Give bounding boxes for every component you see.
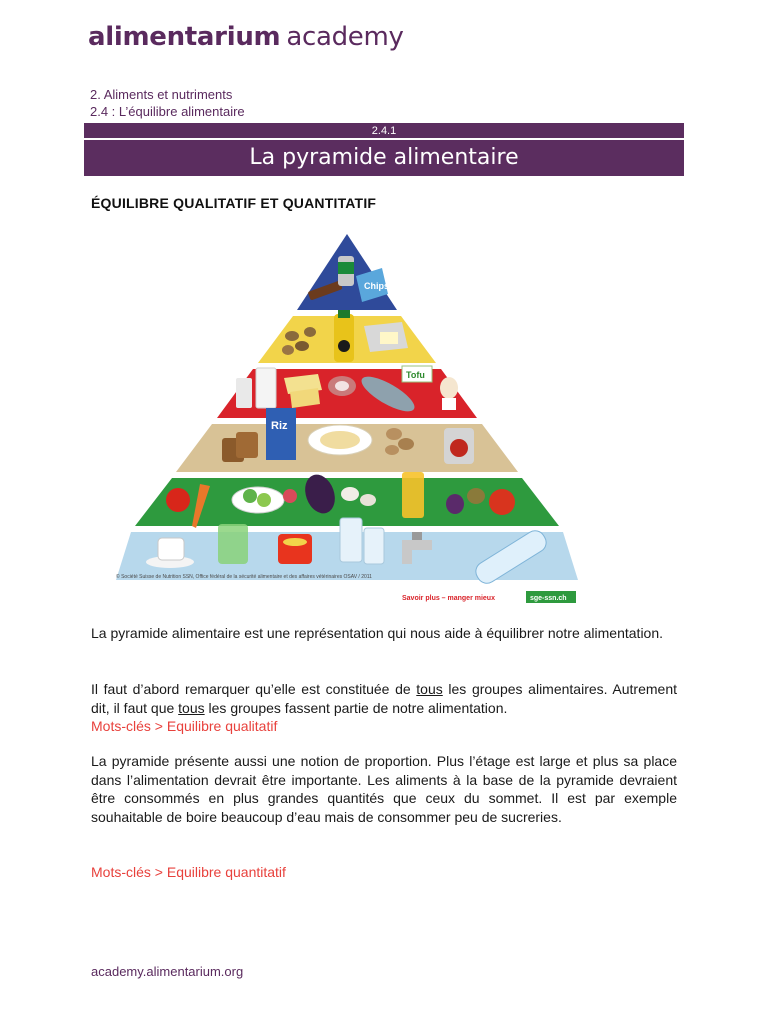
page-title: La pyramide alimentaire	[84, 140, 684, 176]
paragraph-qualitative-text-2: les groupes alimentaires. Autrement dit, il faut que	[91, 681, 677, 716]
paragraph-qualitative-text-1: Il faut d’abord remarquer qu’elle est constituée de	[91, 681, 417, 697]
paragraph-qualitative	[91, 680, 677, 736]
pyramid-badge: sge-ssn.ch	[530, 595, 567, 602]
brand-logo	[88, 22, 404, 52]
underlined-word-tous-2: tous	[178, 699, 205, 716]
keyword-link-quantitative[interactable]: Mots-clés > Equilibre quantitatif	[91, 864, 286, 880]
riz-label: Riz	[271, 420, 288, 432]
chips-label: Chips	[364, 281, 390, 291]
breadcrumb-level2: 2.4 : L’équilibre alimentaire	[90, 104, 245, 119]
footer-url[interactable]: academy.alimentarium.org	[91, 964, 244, 979]
underlined-word-tous-1: tous	[416, 681, 443, 697]
food-pyramid-illustration	[112, 228, 582, 608]
breadcrumb-level1: 2. Aliments et nutriments	[90, 87, 233, 102]
pyramid-tagline: Savoir plus – manger mieux	[402, 595, 495, 602]
paragraph-quantitative: La pyramide présente aussi une notion de proportion. Plus l’étage est large et plus sa place dans l’alimentation devrait être importante. Les aliments à la base de la pyramide devraient être consommés en plus grandes quantités que ceux du sommet. Il est par exemple souhaitable de boire beaucoup d’eau mais de consommer peu de sucreries.	[91, 753, 677, 825]
brand-suffix: academy	[286, 22, 404, 52]
breadcrumb	[90, 86, 245, 120]
keyword-link-qualitative[interactable]: Mots-clés > Equilibre qualitatif	[91, 718, 278, 734]
section-number: 2.4.1	[84, 123, 684, 140]
section-header	[84, 123, 684, 178]
tofu-label: Tofu	[406, 370, 425, 380]
paragraph-qualitative-text-3: les groupes fassent partie de notre alimentation.	[204, 699, 508, 716]
pyramid-credit: © Société Suisse de Nutrition SSN, Office fédéral de la sécurité alimentaire et des affaires vétérinaires OSAV / 2011	[116, 574, 372, 580]
subheading: ÉQUILIBRE QUALITATIF ET QUANTITATIF	[91, 195, 377, 211]
brand-name: alimentarium	[88, 22, 281, 52]
paragraph-intro: La pyramide alimentaire est une représentation qui nous aide à équilibrer notre alimentation.	[91, 625, 664, 641]
